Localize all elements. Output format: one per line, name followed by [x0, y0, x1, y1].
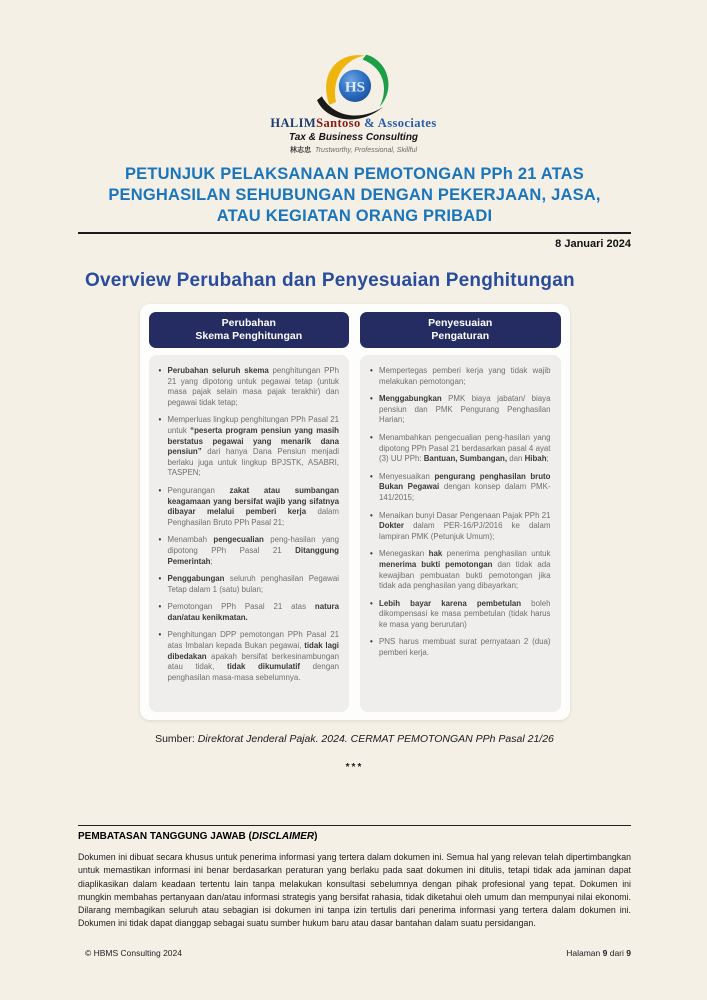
title-divider [78, 232, 631, 234]
footer-copyright: © HBMS Consulting 2024 [85, 947, 182, 958]
svg-text:HS: HS [344, 78, 365, 96]
comparison-card [140, 304, 570, 720]
bullet-list-perubahan [159, 366, 340, 683]
disclaimer-body: Dokumen ini dibuat secara khusus untuk penerima informasi yang tertera dalam dokumen ini. Semua hal yang relevan telah dipertimbangkan untuk memastikan informasi ini benar berdasarkan peraturan yang berlaku pada saat dokumen ini ditulis, tetapi tidak ada jaminan dapat diaplikasikan dalam keadaan tertentu lain tanpa melakukan konsultasi sebelumnya dengan pihak profesional yang tepat. Dokumen ini mungkin membahas pertanyaan dan/atau informasi strategis yang bersifat rahasia, tidak diketahui oleh umum dan mempunyai nilai ekonomi. Dilarang membagikan seluruh atau sebagian isi dokumen ini tanpa izin tertulis dari penerima informasi yang tertera dalam dokumen ini. Dokumen ini tidak dapat dianggap sebagai suatu sumber hukum baru atau dasar bantahan dalam suatu persidangan. [78, 852, 631, 929]
section-heading: Overview Perubahan dan Penyesuaian Penghitungan [85, 270, 575, 291]
logo-chinese-name: 林志忠 [289, 147, 311, 154]
bullet-item: • Perubahan seluruh skema penghitungan PPh 21 yang dipotong untuk pegawai tetap (untuk masa pajak selain masa pajak terakhir) dan pegawai tidak tetap; [159, 366, 340, 408]
footer-page-number: Halaman 9 dari 9 [566, 947, 631, 958]
bullet-item: • Menambah pengecualian peng-hasilan yang dipotong PPh Pasal 21 Ditanggung Pemerintah; [159, 535, 340, 567]
section-separator: *** [345, 762, 364, 773]
column-penyesuaian [360, 312, 561, 712]
bullet-list-penyesuaian [370, 366, 551, 659]
document-title [78, 164, 631, 227]
source-citation: Sumber: Direktorat Jenderal Pajak. 2024. CERMAT PEMOTONGAN PPh Pasal 21/26 [155, 733, 554, 745]
bullet-item: • Memperluas lingkup penghitungan PPh Pasal 21 untuk “peserta program pensiun yang masih berstatus pegawai yang menarik dana pensiun” dari hanya Dana Pensiun menjadi berlaku juga untuk lingkup BPJSTK, ASABRI, TASPEN; [159, 415, 340, 479]
title-line-1: PETUNJUK PELAKSANAAN PEMOTONGAN PPh 21 ATAS [124, 165, 585, 183]
logo-motto: 林志忠 Trustworthy, Professional, Skillful [289, 147, 418, 154]
title-line-3: ATAU KEGIATAN ORANG PRIBADI [216, 207, 493, 225]
bullet-item: • Penghitungan DPP pemotongan PPh Pasal 21 atas Imbalan kepada Bukan pegawai, tidak lagi dibedakan apakah bersifat berkesinambungan atau tidak, tidak dikumulatif dengan penghasilan masa-masa sebelumnya. [159, 630, 340, 683]
disclaimer-title: PEMBATASAN TANGGUNG JAWAB (DISCLAIMER) [78, 831, 318, 842]
bullet-item: • Penggabungan seluruh penghasilan Pegawai Tetap dalam 1 (satu) bulan; [159, 574, 340, 595]
bullet-item: • Pengurangan zakat atau sumbangan keagamaan yang bersifat wajib yang sifatnya dibayar melalui pemberi kerja dalam Penghasilan Bruto PPh Pasal 21; [159, 486, 340, 528]
column-body-perubahan [149, 355, 350, 712]
bullet-item: • Menaikan bunyi Dasar Pengenaan Pajak PPh 21 Dokter dalam PER-16/PJ/2016 ke dalam lampiran PMK (Petunjuk Umum); [370, 511, 551, 543]
company-logo [0, 0, 707, 155]
source-citation-italic: Direktorat Jenderal Pajak. 2024. CERMAT PEMOTONGAN PPh Pasal 21/26 [197, 733, 554, 745]
column-header-perubahan: Perubahan Skema Penghitungan [149, 312, 350, 348]
logo-globe-icon [306, 48, 402, 120]
logo-tagline: Tax & Business Consulting [288, 132, 419, 143]
bullet-item: • Lebih bayar karena pembetulan boleh dikompensasi ke masa pembetulan (tidak harus ke masa yang berurutan) [370, 599, 551, 631]
column-perubahan-skema [149, 312, 350, 712]
bullet-item: • Menyesuaikan pengurang penghasilan bruto Bukan Pegawai dengan konsep dalam PMK-141/2015; [370, 472, 551, 504]
bullet-item: • Mempertegas pemberi kerja yang tidak wajib melakukan pemotongan; [370, 366, 551, 387]
column-body-penyesuaian [360, 355, 561, 712]
disclaimer-section [78, 825, 631, 931]
column-header-penyesuaian: Penyesuaian Pengaturan [360, 312, 561, 348]
bullet-item: • Menegaskan hak penerima penghasilan untuk menerima bukti pemotongan dan tidak ada kewajiban pembuatan bukti pemotongan jika tidak ada penghasilan yang dibayarkan; [370, 549, 551, 591]
title-line-2: PENGHASILAN SEHUBUNGAN DENGAN PEKERJAAN, JASA, [108, 186, 601, 204]
bullet-item: • PNS harus membuat surat pernyataan 2 (dua) pemberi kerja. [370, 637, 551, 658]
document-date: 8 Januari 2024 [555, 238, 631, 250]
bullet-item: • Menggabungkan PMK biaya jabatan/ biaya pensiun dan PMK Pengurang Penghasilan Harian; [370, 394, 551, 426]
page-footer [78, 948, 631, 958]
bullet-item: • Menambahkan pengecualian peng-hasilan yang dipotong PPh Pasal 21 berdasarkan pasal 4 ayat (3) UU PPh: Bantuan, Sumbangan, dan Hibah; [370, 433, 551, 465]
logo-company-name: HALIMSantoso & Associates [270, 116, 437, 130]
bullet-item: • Pemotongan PPh Pasal 21 atas natura dan/atau kenikmatan. [159, 602, 340, 623]
